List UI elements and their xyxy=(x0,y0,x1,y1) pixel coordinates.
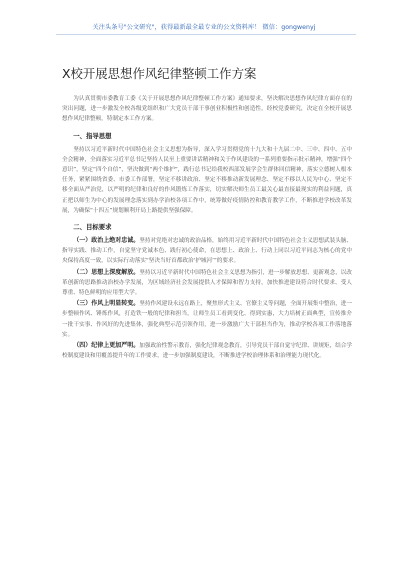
promo-banner: 关注头条号"公文研究"，获得最新最全最专业的公文资料库！ 微信：gongwenyj xyxy=(92,24,316,31)
goal-text: 加强政治性警示教育，强化纪律观念教育，引导党员干部自觉守纪律、讲规矩，结合学校制度建设和用覆盖提升年的工作要求，进一步加强制度建设，不断推进学校治理体系和治理能力现代化。 xyxy=(62,343,352,360)
goal-paragraph-style xyxy=(62,299,352,340)
goal-paragraph-political xyxy=(62,236,352,267)
goal-lead: （一）政治上绝对忠诚。 xyxy=(73,237,140,245)
section-goals xyxy=(62,222,352,361)
goal-lead: （四）纪律上更加严明。 xyxy=(73,342,140,350)
goal-text: 坚持作风建设永远在路上，聚焦形式主义、官僚主义等问题，全面开展集中整治，进一步整顿作风、锤炼作风，打造铁一般的纪律和担当，让师生员工看到变化、得到实惠，大力培树正面典型，宣传推介一批干实事、作风好的先进集体，强化典型示范引领作用，进一步激励广大干部担当作为，推动学校各项工作落地落实。 xyxy=(62,301,352,338)
section-heading: 二、目标要求 xyxy=(73,223,112,232)
section-heading: 一、指导思想 xyxy=(73,131,112,140)
intro-paragraph: 为认真贯彻市委教育工委《关于开展思想作风纪律整顿工作方案》通知要求，坚决解决思想作风纪律方面存在的突出问题，进一步激发全校各级党组织和广大党员干部干事创业积极性和创造性，经校党委研究，决定在全校开展思想作风纪律整顿，特制定本工作方案。 xyxy=(62,96,352,123)
section-paragraph: 坚持以习近平新时代中国特色社会主义思想为指导，深入学习贯彻党的十九大和十九届二中、三中、四中、五中全会精神，全面落实习近平总书记坚持人民至上重要讲话精神和关于作风建设的一系列重要指示批示精神，增强“四个意识”，坚定“四个自信”，坚决做到“两个维护”，践行总书记给我校西部发展学会生群体回信精神，落实立德树人根本任务，紧紧围绕省委、市委工作部署，坚定不移讲政治、坚定不移推动新发展理念、坚定不移以人民为中心、坚定不移全面从严治党，以严明的纪律和良好的作风锻炼工作落实，切实解决师生员工最关心最直接最现实的利益问题，真正把以师生为中心的发展理念落实到办学治校各项工作中，统筹做好疫情防控和教育教学工作，不断推进学校改革发展，为确保“十四五”规划顺利开局上路提供坚强保障。 xyxy=(62,146,352,214)
banner-divider xyxy=(56,34,356,35)
goal-lead: （二）思想上深度解放。 xyxy=(73,268,140,276)
goal-lead: （三）作风上明显转变。 xyxy=(73,300,140,308)
goal-paragraph-thinking xyxy=(62,268,352,299)
goal-text: 坚持以习近平新时代中国特色社会主义思想为指引，进一步解放思想、更新观念，以改革创新的思路推动治校办学发展，为区域经济社会发展提供人才保障和智力支持，加快推进建设符合时代要求、受人尊重、特色鲜明的应用型大学。 xyxy=(62,269,352,297)
document-body xyxy=(62,94,352,362)
goal-paragraph-discipline xyxy=(62,341,352,361)
goal-text: 坚持对党绝对忠诚的政治品格，始终用习近平新时代中国特色社会主义思想武装头脑、指导实践、推动工作，自觉坚守党诚本色、践行初心使命，在思想上、政治上、行动上同以习近平同志为核心的党中央保持高度一致，以实际行动落实“坚决当好首都政治‘护城河’”的要求。 xyxy=(62,238,352,265)
document-title: X校开展思想作风纪律整顿工作方案 xyxy=(62,66,257,81)
section-guiding-ideology xyxy=(62,131,352,216)
